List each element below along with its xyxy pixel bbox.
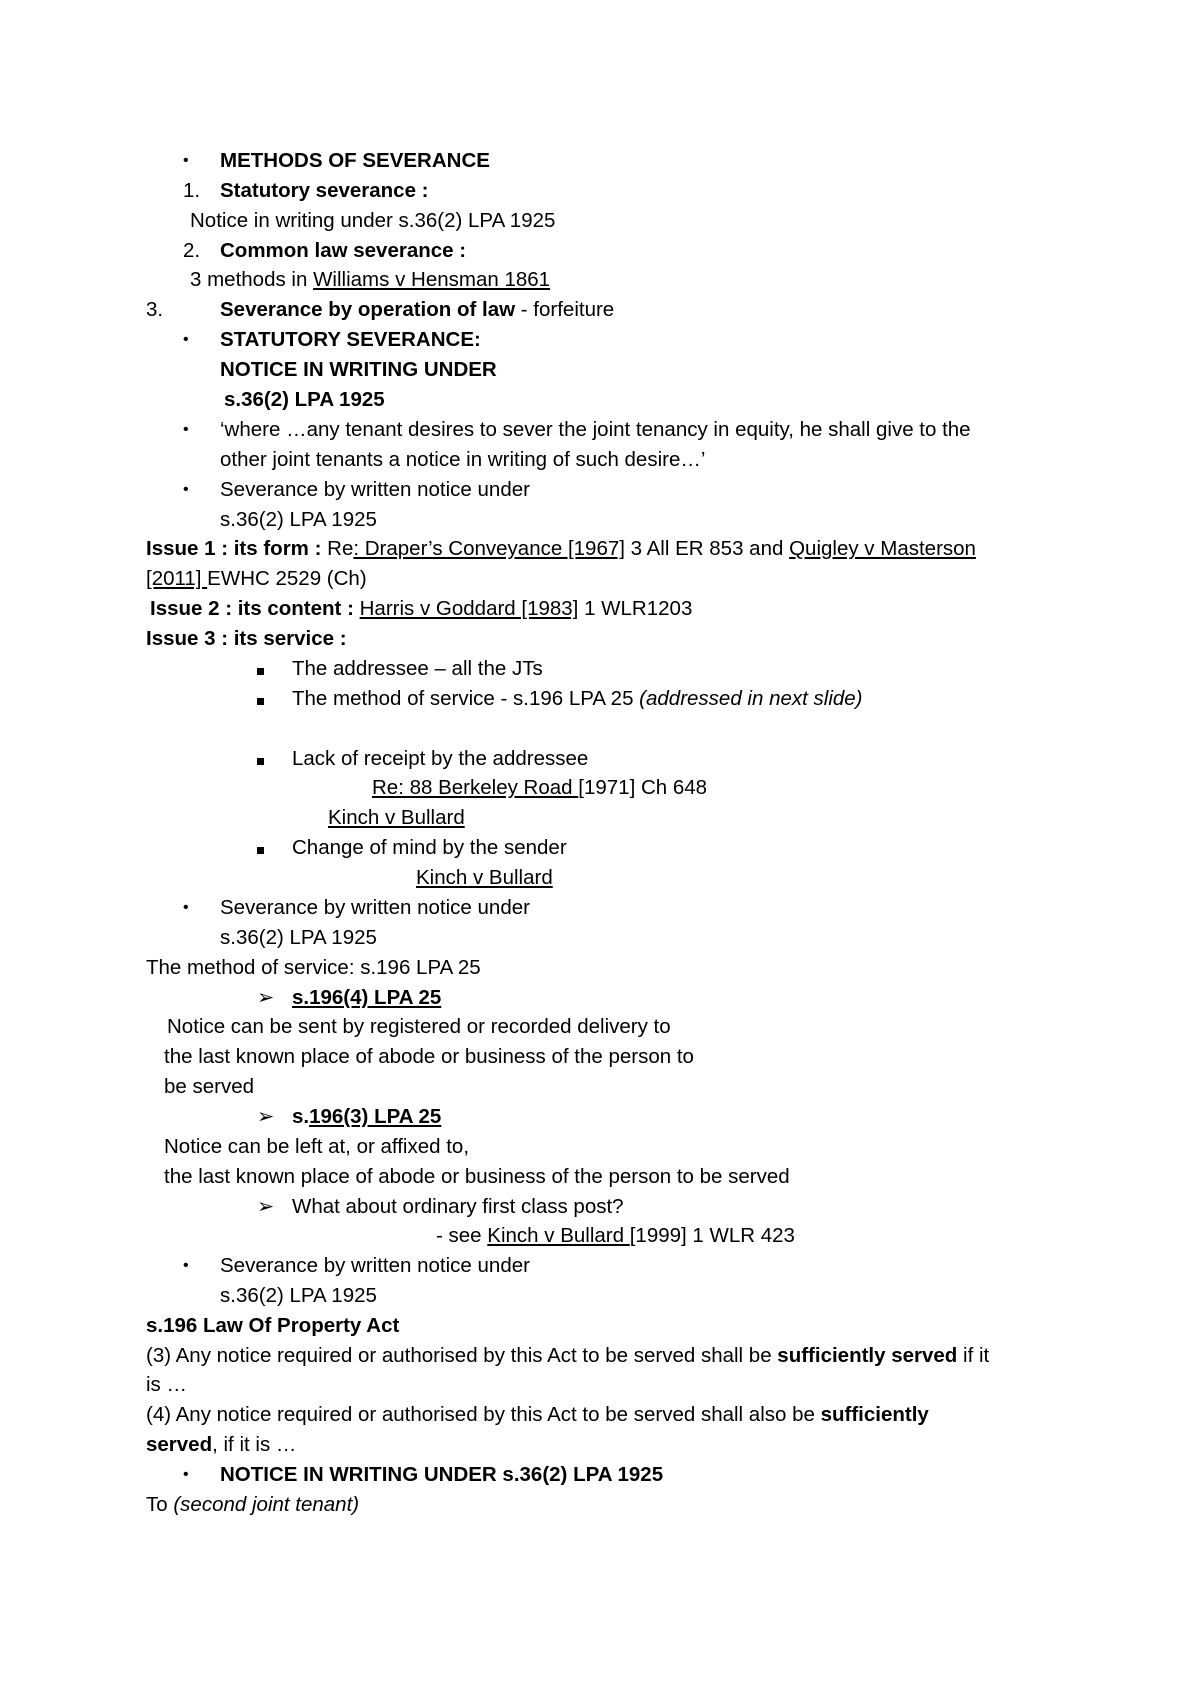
arrow-bullet-icon: ➢ xyxy=(257,1105,275,1128)
citation: EWHC 2529 (Ch) xyxy=(207,567,367,590)
text-line: Notice can be sent by registered or recorded delivery to xyxy=(167,1015,671,1038)
list-item xyxy=(220,239,466,263)
text-fragment: 196(3) LPA 25 xyxy=(309,1105,442,1128)
heading-statutory-severance: STATUTORY SEVERANCE: xyxy=(220,328,481,351)
text-line: be served xyxy=(164,1075,255,1098)
heading-notice: NOTICE IN WRITING UNDER s.36(2) LPA 1925 xyxy=(220,1463,664,1486)
text-line: Severance by written notice under xyxy=(220,478,530,501)
emphasis: served xyxy=(146,1433,213,1456)
heading-line: NOTICE IN WRITING UNDER xyxy=(220,358,497,381)
arrow-bullet-icon: ➢ xyxy=(257,1195,275,1218)
square-bullet-icon xyxy=(257,687,264,711)
case-name: Williams v Hensman 1861 xyxy=(313,268,551,291)
text-line xyxy=(372,776,707,800)
list-item xyxy=(220,179,429,203)
bullet-icon: • xyxy=(183,331,189,348)
text-line: The method of service: s.196 LPA 25 xyxy=(146,956,481,979)
text-line xyxy=(146,1344,989,1368)
text-line: What about ordinary first class post? xyxy=(292,1195,624,1218)
text-fragment: The method of service - s.196 LPA 25 xyxy=(292,687,640,710)
case-name: : Draper’s Conveyance [1967] xyxy=(353,537,625,560)
heading-methods-of-severance: METHODS OF SEVERANCE xyxy=(220,149,490,172)
arrow-bullet-icon: ➢ xyxy=(257,986,275,1009)
case-name: Kinch v Bullard xyxy=(328,806,465,829)
text-fragment: (3) Any notice required or authorised by this Act to be served shall be xyxy=(146,1344,778,1367)
text-line: is … xyxy=(146,1373,187,1396)
text-line: s.36(2) LPA 1925 xyxy=(220,926,377,949)
list-item xyxy=(220,298,614,322)
note: (second joint tenant) xyxy=(173,1493,360,1516)
text-line xyxy=(190,268,550,292)
text-line xyxy=(292,687,863,711)
text-line: Lack of receipt by the addressee xyxy=(292,747,589,770)
bullet-icon: • xyxy=(183,152,189,169)
item-label: Severance by operation of law xyxy=(220,298,516,321)
list-number: 1. xyxy=(183,179,201,202)
text-line: Severance by written notice under xyxy=(220,896,530,919)
text-fragment: , if it is … xyxy=(212,1433,297,1456)
quote-line: ‘where …any tenant desires to sever the joint tenancy in equity, he shall give to the xyxy=(220,418,971,441)
citation: 3 All ER 853 and xyxy=(624,537,790,560)
section-heading: s.196(4) LPA 25 xyxy=(292,986,442,1009)
heading-line: s.36(2) LPA 1925 xyxy=(224,388,385,411)
text-line xyxy=(146,1433,296,1457)
text-line xyxy=(436,1224,795,1248)
note: (addressed in next slide) xyxy=(639,687,863,710)
square-bullet-icon xyxy=(257,747,264,771)
list-number: 3. xyxy=(146,298,164,321)
case-name: Kinch v Bullard xyxy=(416,866,553,889)
issue-2-line xyxy=(150,597,692,621)
separator: : xyxy=(308,537,328,560)
item-label: Statutory severance xyxy=(220,179,416,202)
text-fragment: - see xyxy=(436,1224,488,1247)
text-line: Notice can be left at, or affixed to, xyxy=(164,1135,470,1158)
bullet-icon: • xyxy=(183,481,189,498)
case-name: Re: 88 Berkeley Road xyxy=(372,776,579,799)
citation: [1999] 1 WLR 423 xyxy=(629,1224,795,1247)
issue-label: Issue 1 : its form xyxy=(146,537,309,560)
emphasis: sufficiently xyxy=(820,1403,929,1426)
citation: [1971] Ch 648 xyxy=(578,776,708,799)
issue-1-line xyxy=(146,537,976,561)
emphasis: sufficiently served xyxy=(777,1344,958,1367)
item-suffix: : xyxy=(415,179,429,202)
text-line: s.36(2) LPA 1925 xyxy=(220,508,377,531)
text-line: the last known place of abode or business of the person to be served xyxy=(164,1165,790,1188)
text-line: the last known place of abode or business of the person to xyxy=(164,1045,694,1068)
item-label: Common law severance xyxy=(220,239,454,262)
text-fragment: s. xyxy=(292,1105,310,1128)
bullet-icon: • xyxy=(183,899,189,916)
text-line: The addressee – all the JTs xyxy=(292,657,543,680)
list-number: 2. xyxy=(183,239,201,262)
text-line: Severance by written notice under xyxy=(220,1254,530,1277)
issue-label: Issue 2 : its content : xyxy=(150,597,354,620)
bullet-icon: • xyxy=(183,1257,189,1274)
text-line xyxy=(146,567,367,591)
text-line: Notice in writing under s.36(2) LPA 1925 xyxy=(190,209,556,232)
case-name: Kinch v Bullard xyxy=(487,1224,630,1247)
square-bullet-icon xyxy=(257,836,264,860)
text-line: Change of mind by the sender xyxy=(292,836,567,859)
text-line xyxy=(146,1493,359,1517)
citation: 1 WLR1203 xyxy=(578,597,693,620)
text-line xyxy=(146,1403,929,1427)
case-name: [2011] xyxy=(146,567,208,590)
text-fragment: Re xyxy=(327,537,354,560)
bullet-icon: • xyxy=(183,421,189,438)
case-name: Harris v Goddard [1983] xyxy=(359,597,579,620)
text-fragment: 3 methods in xyxy=(190,268,314,291)
section-heading: s.196 Law Of Property Act xyxy=(146,1314,400,1337)
text-fragment: To xyxy=(146,1493,174,1516)
text-fragment: if it xyxy=(957,1344,990,1367)
item-suffix: : xyxy=(453,239,467,262)
bullet-icon: • xyxy=(183,1466,189,1483)
square-bullet-icon xyxy=(257,657,264,681)
section-heading xyxy=(292,1105,441,1129)
quote-line: other joint tenants a notice in writing of such desire…’ xyxy=(220,448,706,471)
case-name: Quigley v Masterson xyxy=(789,537,976,560)
issue-3-label: Issue 3 : its service : xyxy=(146,627,347,650)
text-line: s.36(2) LPA 1925 xyxy=(220,1284,377,1307)
item-suffix: - forfeiture xyxy=(515,298,615,321)
text-fragment: (4) Any notice required or authorised by this Act to be served shall also be xyxy=(146,1403,821,1426)
